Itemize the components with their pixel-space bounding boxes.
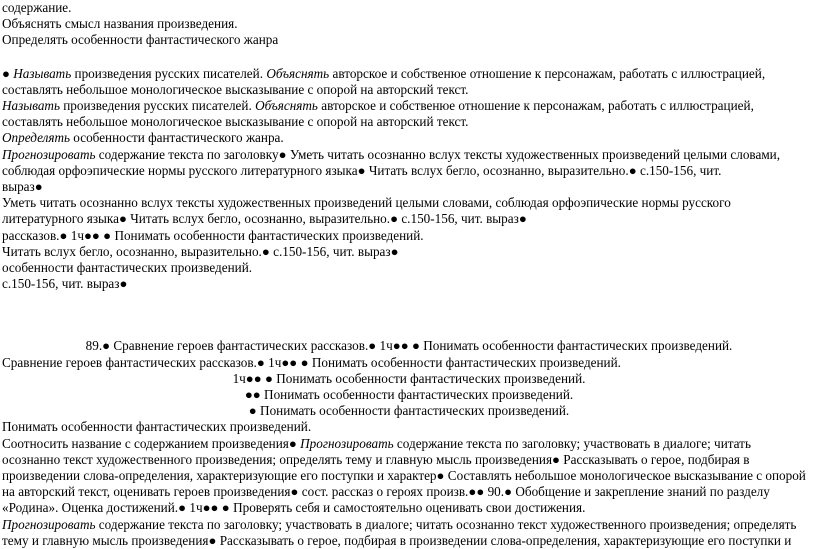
text-line-26: Соотносить название с содержанием произведения● Прогнозировать содержание текста по заголовку; участвовать в диалоге; читать (2, 435, 751, 451)
text-line-27: осознанно текст художественного произведения; определять тему и главную мысль произведения● Рассказывать о герое, подбирая в (2, 451, 750, 467)
text-line-5: ● Называть произведения русских писателей. Объяснять авторское и собственюе отношение к персонажам, работать с иллюстрацией, (2, 65, 766, 81)
text-line-2: Объяснять смысл названия произведения. (2, 16, 238, 32)
text-line-1: содержание. (2, 0, 72, 15)
text-line-30: «Родина». Оценка достижений.● 1ч●● ● Проверять себя и самостоятельно оценивать свои достижения. (2, 500, 586, 516)
text-line-31: Прогнозировать содержание текста по заголовку; участвовать в диалоге; читать осознанно текст художественного произведения; определять (2, 516, 797, 532)
text-line-29: на авторский текст, оценивать героев произведения● сост. рассказ о героях произв.●● 90.● Обобщение и закрепление знаний по разделу (2, 484, 770, 500)
text-line-22: 1ч●● ● Понимать особенности фантастических произведений. (232, 370, 586, 386)
text-line-18: с.150-156, чит. выраз● (2, 276, 128, 292)
text-line-16: Читать вслух бегло, осознанно, выразительно.● с.150-156, чит. выраз● (2, 243, 399, 259)
text-line-20: 89.● Сравнение героев фантастических рассказов.● 1ч●● ● Понимать особенности фантастических произведений. (85, 338, 733, 354)
text-line-15: рассказов.● 1ч●● ● Понимать особенности фантастических произведений. (2, 227, 424, 243)
text-line-13: Уметь читать осознанно вслух тексты художественных произведений целыми словами, соблюдая орфоэпические нормы русского (2, 195, 731, 211)
text-line-7: Называть произведения русских писателей. Объяснять авторское и собственюе отношение к персонажам, работать с иллюстрацией, (2, 98, 754, 114)
text-line-9: Определять особенности фантастического жанра. (2, 130, 284, 146)
text-line-3: Определять особенности фантастического жанра (2, 32, 279, 48)
text-line-32: тему и главную мысль произведения● Рассказывать о герое, подбирая в произведении слова-определения, характеризующие его поступки и (2, 532, 792, 548)
text-line-24: ● Понимать особенности фантастических произведений. (248, 403, 570, 419)
text-line-17: особенности фантастических произведений. (2, 260, 253, 276)
text-line-14: литературного языка● Читать вслух бегло, осознанно, выразительно.● с.150-156, чит. выраз● (2, 211, 527, 227)
text-line-21: Сравнение героев фантастических рассказов.● 1ч●● ● Понимать особенности фантастических произведений. (2, 354, 621, 370)
text-line-23: ●● Понимать особенности фантастических произведений. (244, 387, 574, 403)
text-line-8: составлять небольшое монологическое высказывание с опорой на авторский текст. (2, 114, 469, 130)
text-line-12: выраз● (2, 179, 43, 195)
text-line-6: составлять небольшое монологическое высказывание с опорой на авторский текст. (2, 81, 469, 97)
text-line-25: Понимать особенности фантастических произведений. (2, 419, 312, 435)
text-line-11: соблюдая орфоэпические нормы русского литературного языка● Читать вслух бегло, осознанно, выразительно.● с.150-156, чит. (2, 162, 722, 178)
text-line-28: произведении слова-определения, характеризующие его поступки и характер● Составлять небольшое монологическое высказывание с опорой (2, 468, 806, 484)
blank-line (2, 49, 816, 66)
blank-gap (2, 292, 816, 338)
text-line-10: Прогнозировать содержание текста по заголовку● Уметь читать осознанно вслух тексты художественных произведений целыми словами, (2, 146, 781, 162)
